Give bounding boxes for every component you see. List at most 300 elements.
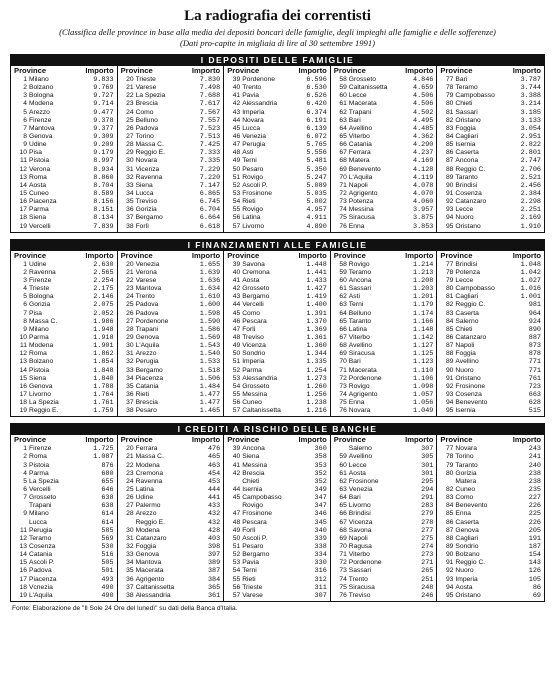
province-cell: Pesaro [135, 407, 157, 415]
rank-cell: 13 [19, 173, 27, 181]
table-row [227, 383, 327, 391]
province-cell: Napoli [348, 181, 368, 189]
rank-cell: 15 [19, 374, 27, 382]
province-cell: Modena [135, 526, 160, 534]
table-row [121, 391, 221, 399]
table-row [14, 527, 114, 535]
table-row [121, 190, 221, 198]
value-cell: 1.238 [306, 399, 327, 408]
rank-cell: 35 [126, 567, 134, 575]
rank-cell: 27 [126, 317, 134, 325]
table-row [14, 478, 114, 486]
rank-cell: 82 [445, 116, 454, 124]
value-cell: 1.854 [93, 358, 114, 367]
table-row [227, 502, 327, 510]
table-row [334, 559, 434, 567]
table-row [440, 166, 541, 174]
province-cell: La Spezia [135, 92, 166, 100]
table-row [121, 326, 221, 334]
province-cell: Rovigo [242, 173, 264, 181]
rank-cell: 57 [232, 222, 241, 230]
table-row [334, 92, 434, 100]
rank-cell: 2 [23, 453, 27, 461]
rank-cell: 70 [339, 173, 347, 181]
table-row [227, 391, 327, 399]
rank-cell: 3 [23, 461, 27, 469]
province-cell: Messina [242, 390, 268, 398]
table-row [227, 92, 327, 100]
value-cell: 964 [528, 309, 541, 318]
value-cell: 7.557 [199, 116, 221, 125]
value-cell: 1.986 [93, 317, 114, 326]
rank-cell: 52 [232, 181, 241, 189]
value-cell: 316 [314, 567, 327, 576]
province-cell: Novara [135, 157, 158, 165]
rank-cell: 67 [339, 149, 347, 157]
header-province: Province [120, 435, 153, 445]
rank-cell [14, 502, 27, 510]
province-cell: Varese [135, 84, 157, 92]
rank-cell: 74 [339, 390, 347, 398]
value-cell: 4.911 [306, 214, 327, 223]
province-cell: Viterbo [348, 333, 370, 341]
value-cell: 352 [314, 469, 327, 478]
value-cell: 4.128 [412, 165, 434, 174]
rank-cell: 9 [23, 325, 27, 333]
province-cell: Venezia [135, 260, 160, 268]
table-row [227, 559, 327, 567]
table-row [14, 592, 114, 600]
rank-cell: 1 [23, 260, 27, 268]
value-cell: 1.655 [199, 260, 221, 269]
province-cell: L'Aquila [29, 591, 53, 599]
province-cell: Catanzaro [455, 333, 487, 341]
rank-cell: 64 [339, 494, 347, 502]
rank-cell: 57 [232, 407, 241, 415]
rank-cell: 80 [445, 469, 454, 477]
value-cell: 1.148 [412, 325, 434, 334]
value-cell: 1.862 [93, 350, 114, 359]
province-cell: Ancona [348, 276, 372, 284]
ranking-columns [10, 66, 545, 233]
rank-cell: 17 [19, 575, 27, 583]
table-row [440, 157, 541, 165]
province-cell: Padova [135, 301, 159, 309]
rank-cell: 41 [232, 92, 241, 100]
table-row [440, 367, 541, 375]
value-cell: 453 [207, 477, 221, 486]
header-province: Province [333, 435, 366, 445]
province-cell: Trento [135, 293, 155, 301]
value-cell: 7.830 [199, 76, 221, 84]
value-cell: 4.659 [412, 84, 434, 93]
rank-cell: 58 [339, 260, 347, 268]
value-cell: 490 [101, 591, 114, 600]
value-cell: 1.848 [93, 366, 114, 375]
rank-cell: 73 [339, 198, 347, 206]
province-cell: Livorno [242, 222, 265, 230]
province-cell: Alessandria [135, 591, 171, 599]
value-cell: 432 [207, 518, 221, 527]
rank-cell: 63 [339, 486, 347, 494]
value-cell: 6.072 [306, 132, 327, 141]
value-cell: 6.530 [306, 84, 327, 93]
rank-cell: 30 [126, 526, 134, 534]
table-row [227, 399, 327, 407]
rank-cell [121, 519, 134, 527]
value-cell: 278 [421, 518, 434, 527]
province-cell: Torino [135, 132, 154, 140]
province-cell: Cremona [242, 268, 270, 276]
rank-cell: 71 [339, 551, 347, 559]
table-row [227, 285, 327, 293]
rank-cell: 24 [126, 108, 134, 116]
rank-cell: 19 [19, 222, 27, 230]
value-cell: 330 [314, 559, 327, 568]
column-header [227, 435, 327, 445]
value-cell: 7.617 [199, 100, 221, 109]
rank-cell: 50 [232, 350, 241, 358]
province-cell: Alessandria [242, 100, 278, 108]
table-row [14, 453, 114, 461]
province-cell: Viterbo [348, 551, 370, 559]
province-cell: Taranto [348, 317, 372, 325]
rank-cell: 30 [126, 342, 134, 350]
ranking-section [10, 239, 545, 418]
value-cell: 1.369 [306, 325, 327, 334]
province-cell: Massa C. [135, 141, 164, 149]
value-cell: 243 [528, 445, 541, 454]
ranking-column [331, 66, 438, 232]
table-row [334, 494, 434, 502]
province-cell: Cremona [135, 469, 164, 477]
ranking-column [118, 251, 225, 417]
ranking-column [437, 435, 544, 601]
table-row [14, 391, 114, 399]
rank-cell: 49 [232, 157, 241, 165]
table-row [14, 76, 114, 84]
value-cell: 2.175 [93, 285, 114, 294]
header-importo: Importo [191, 435, 221, 445]
table-row [121, 109, 221, 117]
value-cell: 1.598 [199, 309, 221, 318]
table-row [227, 84, 327, 92]
province-cell: Foggia [455, 350, 476, 358]
table-row [440, 92, 541, 100]
value-cell: 205 [528, 526, 541, 535]
value-cell: 397 [207, 551, 221, 560]
table-row [121, 84, 221, 92]
province-cell: Benevento [348, 165, 381, 173]
table-row [334, 399, 434, 407]
table-row [227, 261, 327, 269]
province-cell: Isernia [455, 407, 476, 415]
value-cell: 1.419 [306, 293, 327, 302]
province-cell: Rieti [242, 198, 256, 206]
rank-cell: 27 [126, 132, 134, 140]
value-cell: 1.203 [412, 285, 434, 294]
province-cell: Nuoro [455, 366, 474, 374]
rank-cell: 9 [23, 510, 27, 518]
value-cell: 2.251 [520, 206, 541, 215]
value-cell: 2.801 [520, 149, 541, 158]
value-cell: 2.747 [520, 157, 541, 166]
value-cell: 340 [314, 526, 327, 535]
province-cell: Massa C. [135, 453, 164, 461]
rank-cell: 10 [19, 333, 27, 341]
table-row [334, 584, 434, 592]
value-cell: 614 [101, 510, 114, 519]
table-row [440, 125, 541, 133]
value-cell: 465 [207, 453, 221, 462]
table-row [227, 358, 327, 366]
province-cell: Vicenza [242, 342, 266, 350]
value-cell: 1.761 [93, 399, 114, 408]
table-row [14, 117, 114, 125]
table-row [121, 76, 221, 84]
table-row [440, 76, 541, 84]
value-cell: 2.254 [93, 276, 114, 285]
table-row [440, 592, 541, 600]
province-cell: Pordenone [242, 76, 275, 83]
value-cell: 1.569 [199, 333, 221, 342]
province-cell: Perugia [242, 141, 266, 149]
table-row [227, 214, 327, 222]
table-row [14, 551, 114, 559]
value-cell: 9.833 [93, 76, 114, 84]
table-row [440, 407, 541, 415]
table-row [440, 543, 541, 551]
province-cell: Ravenna [135, 173, 163, 181]
province-cell: Rovigo [348, 382, 370, 390]
table-row [440, 100, 541, 108]
rank-cell: 64 [339, 124, 347, 132]
province-cell: Cuneo [455, 486, 476, 494]
rank-cell: 5 [23, 477, 27, 485]
table-row [440, 261, 541, 269]
rank-cell: 57 [232, 591, 241, 599]
value-cell: 275 [421, 534, 434, 543]
table-row [334, 592, 434, 600]
province-cell: Agrigento [348, 189, 378, 197]
value-cell: 1.001 [520, 293, 541, 302]
province-cell: L'Aquila [348, 173, 373, 181]
value-cell: 7.513 [199, 132, 221, 141]
rank-cell: 40 [232, 453, 241, 461]
rank-cell: 28 [126, 141, 134, 149]
table-row [440, 375, 541, 383]
province-cell: Cosenza [29, 543, 56, 551]
value-cell: 4.060 [412, 198, 434, 207]
province-cell: Brescia [135, 100, 158, 108]
ranking-column [331, 435, 438, 601]
province-cell: Catanzaro [135, 534, 167, 542]
table-row [227, 510, 327, 518]
header-importo: Importo [85, 66, 114, 75]
province-cell: Como [242, 309, 261, 317]
table-row [121, 117, 221, 125]
rank-cell: 7 [23, 124, 27, 132]
province-cell: Foggia [135, 543, 157, 551]
province-cell: Chieti [455, 325, 473, 333]
province-cell: Aosta [348, 469, 366, 477]
province-cell: Catania [135, 382, 159, 390]
table-row [121, 478, 221, 486]
rank-cell: 71 [339, 181, 347, 189]
province-cell: Pisa [29, 149, 43, 157]
value-cell: 1.127 [412, 342, 434, 351]
value-cell: 1.400 [306, 301, 327, 310]
table-row [121, 206, 221, 214]
table-row [440, 285, 541, 293]
province-cell: Vercelli [29, 222, 51, 230]
province-cell: Bari [348, 358, 361, 366]
rank-cell: 86 [445, 149, 454, 157]
province-cell: Enna [348, 222, 365, 230]
rank-cell: 95 [445, 591, 454, 599]
table-row [121, 502, 221, 510]
province-cell: Caltanissetta [135, 583, 175, 591]
rank-cell: 1 [23, 76, 27, 83]
rank-cell: 88 [445, 534, 454, 542]
table-row [334, 214, 434, 222]
column-header [440, 251, 541, 261]
province-cell: Udine [29, 260, 47, 268]
header-importo: Importo [298, 66, 327, 75]
rank-cell: 62 [339, 477, 347, 485]
value-cell: 432 [207, 510, 221, 519]
province-cell: Siracusa [348, 214, 375, 222]
value-cell: 5.350 [306, 165, 327, 174]
rank-cell: 66 [339, 141, 347, 149]
rank-cell: 29 [126, 149, 134, 157]
column-header [440, 66, 541, 76]
table-row [334, 326, 434, 334]
rank-cell: 14 [19, 181, 27, 189]
value-cell: 227 [528, 494, 541, 503]
header-province: Province [333, 250, 366, 260]
rank-cell: 43 [232, 108, 241, 116]
value-cell: 655 [101, 477, 114, 486]
rank-cell: 25 [126, 116, 134, 124]
province-cell: Mantova [135, 285, 162, 293]
province-cell: Terni [242, 157, 257, 165]
value-cell: 476 [207, 445, 221, 454]
table-row [440, 358, 541, 366]
rank-cell: 54 [232, 567, 241, 575]
header-importo: Importo [85, 250, 114, 260]
province-cell: Macerata [348, 100, 377, 108]
header-importo: Importo [298, 435, 327, 445]
rank-cell: 79 [445, 276, 454, 284]
value-cell: 1.543 [199, 342, 221, 351]
rank-cell: 73 [339, 382, 347, 390]
table-row [334, 261, 434, 269]
value-cell: 294 [421, 486, 434, 495]
province-cell: Caserta [455, 309, 479, 317]
rank-cell: 61 [339, 469, 347, 477]
value-cell: 1.540 [199, 350, 221, 359]
province-cell: Isernia [242, 486, 263, 494]
table-row [440, 149, 541, 157]
value-cell: 1.042 [520, 268, 541, 277]
value-cell: 2.630 [93, 260, 114, 269]
header-province: Province [14, 435, 47, 445]
value-cell: 1.214 [412, 260, 434, 269]
province-cell: Firenze [29, 116, 52, 124]
rank-cell: 14 [19, 551, 27, 559]
rank-cell: 60 [339, 461, 347, 469]
header-importo: Importo [512, 250, 541, 260]
table-row [440, 190, 541, 198]
value-cell: 433 [207, 502, 221, 511]
rank-cell: 38 [126, 591, 134, 599]
rank-cell: 51 [232, 173, 241, 181]
province-cell: Ascoli P. [242, 181, 268, 189]
table-row [227, 445, 327, 453]
province-cell: Messina [242, 461, 268, 469]
province-cell: La Spezia [29, 399, 59, 407]
table-row [14, 399, 114, 407]
rank-cell: 60 [339, 92, 347, 100]
table-row [334, 502, 434, 510]
table-row [334, 76, 434, 84]
value-cell: 1.477 [199, 390, 221, 399]
table-row [440, 494, 541, 502]
value-cell: 3.875 [412, 214, 434, 223]
province-cell: Livorno [29, 390, 51, 398]
rank-cell: 47 [232, 510, 241, 518]
value-cell: 4.362 [412, 132, 434, 141]
value-cell: 334 [314, 551, 327, 560]
province-cell: Sondrio [455, 543, 479, 551]
province-cell: Ancona [455, 157, 479, 165]
province-cell: Palermo [135, 502, 161, 510]
province-cell: Genova [135, 551, 160, 559]
rank-cell: 92 [445, 198, 454, 206]
province-cell: Sassari [348, 567, 372, 575]
province-cell: Enna [348, 399, 365, 407]
province-cell: Grosseto [29, 494, 57, 502]
subtitle-line-2: (Dati pro-capite in migliaia di lire al 30 settembre 1991) [179, 37, 375, 48]
province-cell: L'Aquila [135, 342, 160, 350]
rank-cell: 39 [232, 260, 241, 268]
province-cell: Vercelli [29, 486, 51, 494]
rank-cell: 16 [19, 567, 27, 575]
value-cell: 7.335 [199, 157, 221, 166]
table-row [121, 166, 221, 174]
rank-cell: 19 [19, 407, 27, 415]
table-row [334, 174, 434, 182]
value-cell: 1.391 [306, 309, 327, 318]
table-row [334, 117, 434, 125]
value-cell: 1.208 [412, 276, 434, 285]
province-cell: Oristano [455, 222, 481, 230]
value-cell: 981 [528, 301, 541, 310]
table-row [334, 510, 434, 518]
rank-cell: 10 [19, 149, 27, 157]
value-cell: 5.247 [306, 173, 327, 182]
province-cell: Mantova [29, 124, 55, 132]
province-cell: Pordenone [135, 317, 169, 325]
rank-cell: 69 [339, 534, 347, 542]
province-cell: Enna [455, 510, 472, 518]
value-cell: 1.759 [93, 407, 114, 416]
column-header [227, 66, 327, 76]
value-cell: 428 [207, 526, 221, 535]
column-header [14, 251, 114, 261]
rank-cell: 61 [339, 100, 347, 108]
